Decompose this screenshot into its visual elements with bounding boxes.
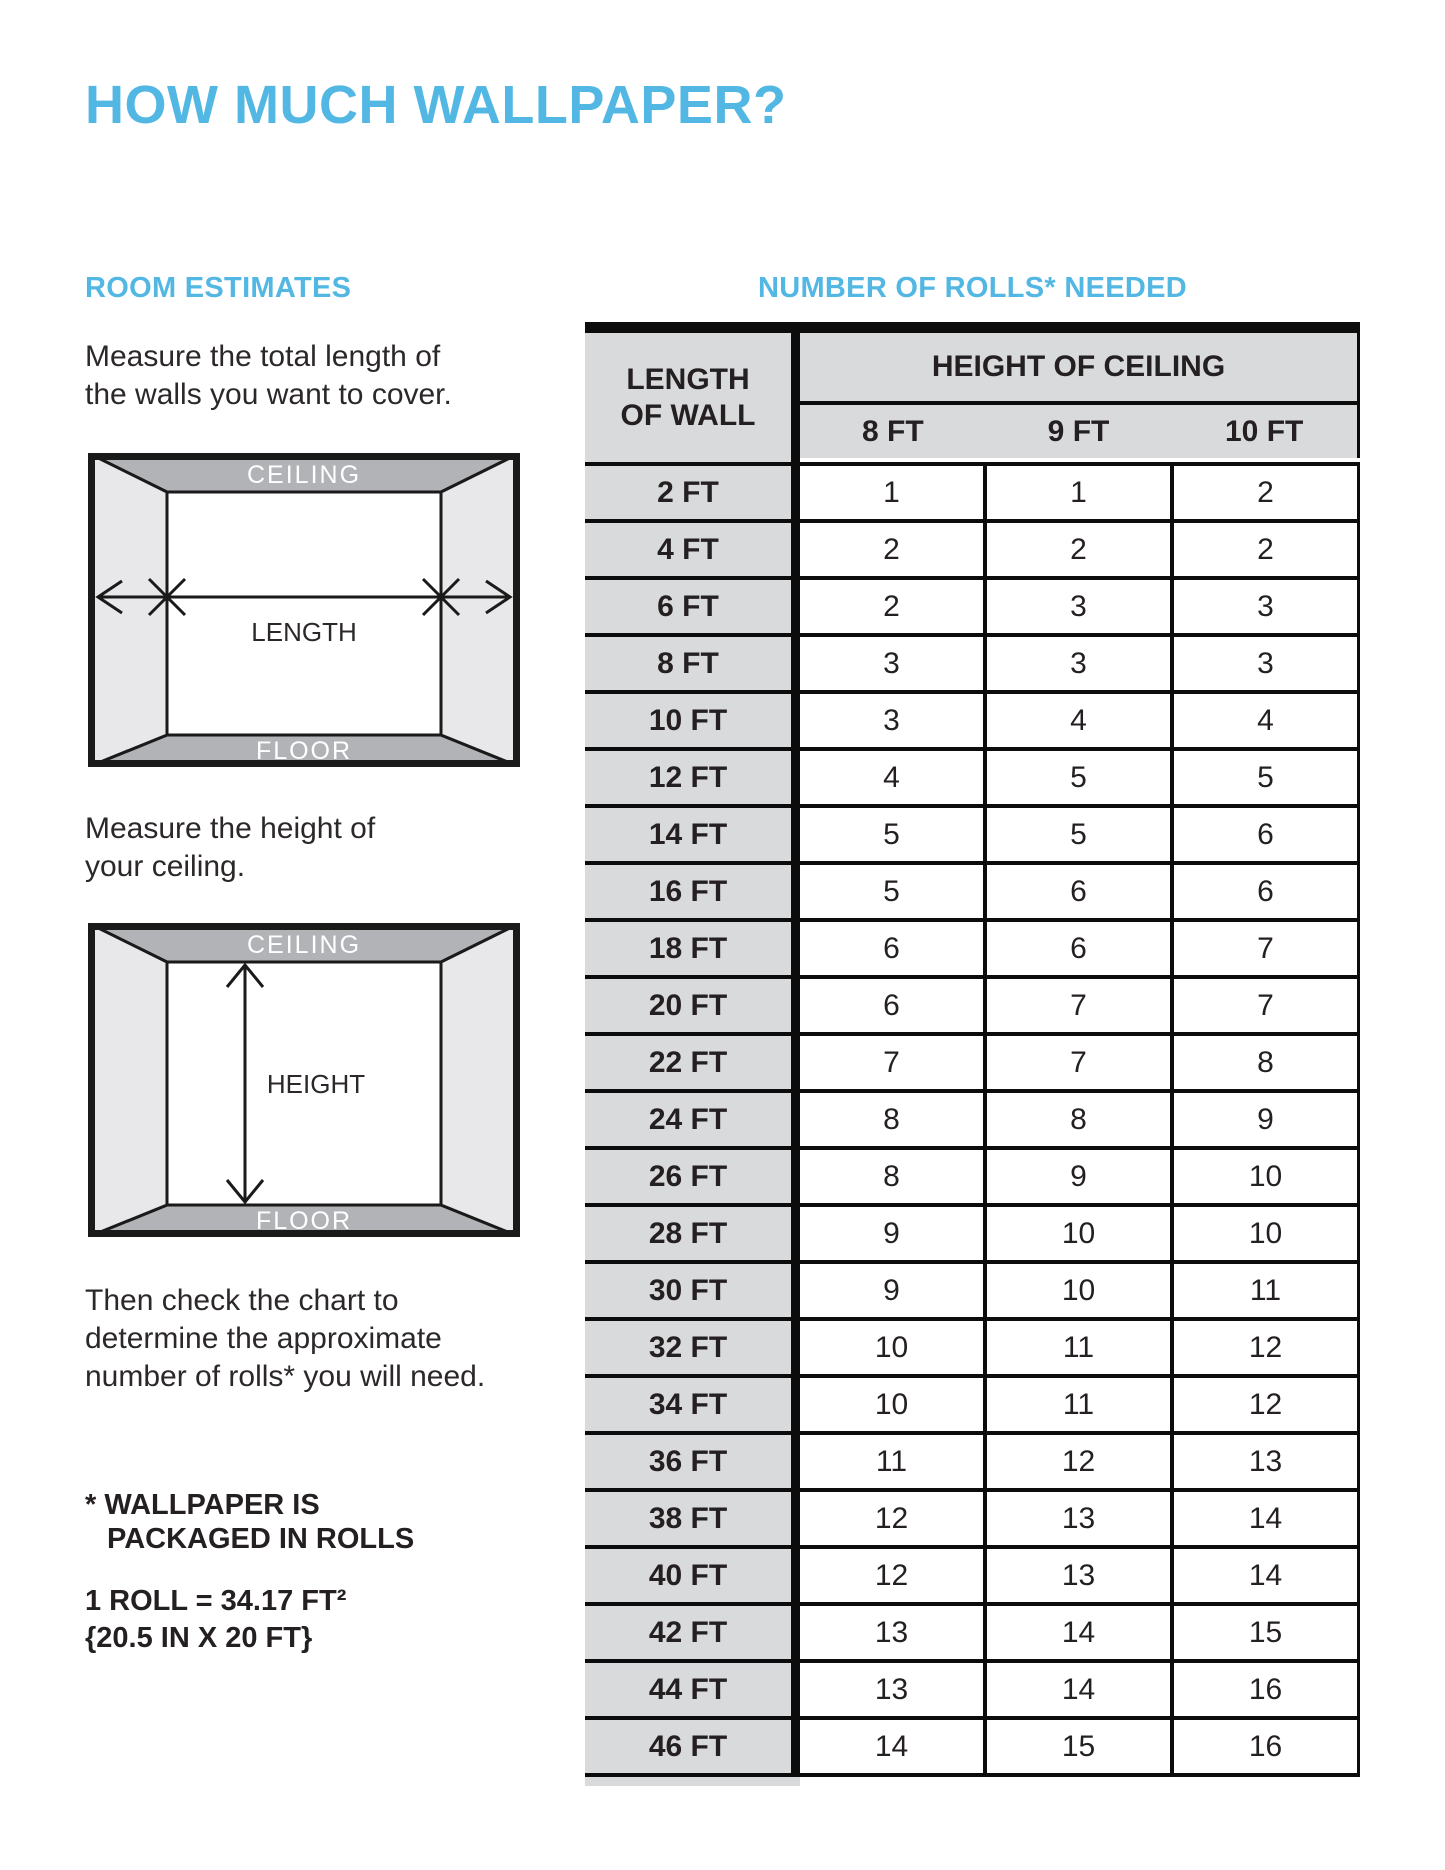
table-row (585, 918, 1360, 975)
wall-length-label: 26 FT (585, 1150, 800, 1203)
table-row (585, 1545, 1360, 1602)
rolls-needed-heading: NUMBER OF ROLLS* NEEDED (757, 272, 1188, 304)
wall-length-label: 14 FT (585, 808, 800, 861)
roll-count-cell: 15 (983, 1720, 1170, 1773)
wall-length-label: 2 FT (585, 466, 800, 519)
wall-length-label: 38 FT (585, 1492, 800, 1545)
ceiling-label: CEILING (246, 931, 362, 959)
step2-line1: Measure the height of (85, 812, 376, 845)
roll-count-cell: 6 (983, 922, 1170, 975)
roll-count-cell: 5 (983, 751, 1170, 804)
roll-count-cell: 6 (800, 922, 983, 975)
col-header-9ft: 9 FT (1047, 414, 1110, 448)
room-estimates-heading: ROOM ESTIMATES (85, 272, 352, 304)
roll-count-cell: 12 (800, 1549, 983, 1602)
step2-instruction (85, 810, 375, 886)
wall-length-label: 12 FT (585, 751, 800, 804)
wall-length-label: 22 FT (585, 1036, 800, 1089)
wall-length-label: 42 FT (585, 1606, 800, 1659)
step3-line3: number of rolls* you will need. (85, 1360, 486, 1393)
wall-length-label: 16 FT (585, 865, 800, 918)
roll-count-cell: 7 (983, 1036, 1170, 1089)
table-header (585, 333, 1360, 462)
roll-count-cell: 1 (800, 466, 983, 519)
rolls-footnote (85, 1488, 414, 1556)
table-row (585, 861, 1360, 918)
roll-count-cell: 15 (1170, 1606, 1357, 1659)
wall-length-label: 44 FT (585, 1663, 800, 1716)
right-wall-surface (441, 923, 520, 1237)
table-row (585, 519, 1360, 576)
wall-length-label: 6 FT (585, 580, 800, 633)
roll-count-cell: 13 (983, 1492, 1170, 1545)
left-wall-surface (88, 923, 167, 1237)
roll-count-cell: 12 (800, 1492, 983, 1545)
roll-count-cell: 16 (1170, 1720, 1357, 1773)
wall-length-label: 20 FT (585, 979, 800, 1032)
table-row (585, 1716, 1360, 1773)
table-row (585, 690, 1360, 747)
table-row (585, 1032, 1360, 1089)
wall-length-label: 36 FT (585, 1435, 800, 1488)
wall-length-label: 28 FT (585, 1207, 800, 1260)
table-row (585, 1488, 1360, 1545)
roll-count-cell: 3 (1170, 637, 1357, 690)
roll-count-cell: 3 (983, 637, 1170, 690)
roll-count-cell: 3 (800, 694, 983, 747)
table-row (585, 804, 1360, 861)
roll-count-cell: 10 (800, 1321, 983, 1374)
roll-count-cell: 3 (800, 637, 983, 690)
roll-spec-line2: {20.5 IN X 20 FT} (85, 1622, 313, 1654)
room-height-diagram (88, 923, 520, 1237)
length-measure-label: LENGTH (251, 617, 357, 647)
table-row (585, 1374, 1360, 1431)
ceiling-height-columns (800, 405, 1360, 458)
roll-count-cell: 8 (983, 1093, 1170, 1146)
roll-count-cell: 14 (800, 1720, 983, 1773)
roll-count-cell: 6 (983, 865, 1170, 918)
roll-count-cell: 9 (1170, 1093, 1357, 1146)
length-of-wall-line2: OF WALL (620, 398, 756, 432)
roll-count-cell: 10 (1170, 1207, 1357, 1260)
table-body (585, 462, 1360, 1777)
roll-count-cell: 10 (1170, 1150, 1357, 1203)
roll-count-cell: 1 (983, 466, 1170, 519)
roll-count-cell: 14 (983, 1663, 1170, 1716)
ceiling-header-group (800, 333, 1360, 462)
roll-count-cell: 13 (800, 1606, 983, 1659)
roll-count-cell: 10 (983, 1207, 1170, 1260)
roll-count-cell: 5 (800, 865, 983, 918)
table-row (585, 1602, 1360, 1659)
table-row (585, 1203, 1360, 1260)
roll-count-cell: 2 (800, 580, 983, 633)
roll-count-cell: 6 (800, 979, 983, 1032)
roll-spec-line1: 1 ROLL = 34.17 FT² (85, 1585, 347, 1617)
roll-count-cell: 2 (1170, 466, 1357, 519)
roll-count-cell: 11 (983, 1378, 1170, 1431)
wall-length-label: 32 FT (585, 1321, 800, 1374)
roll-count-cell: 9 (983, 1150, 1170, 1203)
wall-length-label: 40 FT (585, 1549, 800, 1602)
roll-count-cell: 12 (983, 1435, 1170, 1488)
table-top-bar (585, 322, 1360, 333)
roll-count-cell: 12 (1170, 1321, 1357, 1374)
table-row (585, 462, 1360, 519)
roll-count-cell: 11 (983, 1321, 1170, 1374)
roll-count-cell: 7 (1170, 922, 1357, 975)
wall-length-label: 18 FT (585, 922, 800, 975)
table-row (585, 576, 1360, 633)
floor-label: FLOOR (255, 737, 353, 765)
table-row (585, 1260, 1360, 1317)
roll-count-cell: 2 (983, 523, 1170, 576)
roll-count-cell: 9 (800, 1264, 983, 1317)
roll-count-cell: 14 (1170, 1492, 1357, 1545)
step2-line2: your ceiling. (85, 850, 246, 883)
table-row (585, 975, 1360, 1032)
roll-count-cell: 5 (800, 808, 983, 861)
roll-count-cell: 10 (800, 1378, 983, 1431)
wall-length-label: 8 FT (585, 637, 800, 690)
wall-length-label: 10 FT (585, 694, 800, 747)
roll-count-cell: 10 (983, 1264, 1170, 1317)
roll-count-cell: 11 (800, 1435, 983, 1488)
roll-count-cell: 13 (1170, 1435, 1357, 1488)
roll-count-cell: 11 (1170, 1264, 1357, 1317)
roll-count-cell: 6 (1170, 865, 1357, 918)
col-header-8ft: 8 FT (862, 414, 924, 448)
roll-count-cell: 3 (1170, 580, 1357, 633)
roll-count-cell: 16 (1170, 1663, 1357, 1716)
ceiling-label: CEILING (246, 461, 362, 489)
step3-instruction (85, 1282, 485, 1396)
step1-line1: Measure the total length of (85, 340, 441, 373)
table-left-column-stub (585, 1777, 800, 1786)
roll-count-cell: 5 (1170, 751, 1357, 804)
table-row (585, 1431, 1360, 1488)
wall-length-label: 4 FT (585, 523, 800, 576)
roll-count-cell: 8 (1170, 1036, 1357, 1089)
roll-spec (85, 1583, 346, 1657)
roll-count-cell: 14 (1170, 1549, 1357, 1602)
length-of-wall-line1: LENGTH (626, 362, 750, 396)
back-wall-surface (167, 492, 441, 735)
roll-count-cell: 5 (983, 808, 1170, 861)
footnote-line1: * WALLPAPER IS (85, 1489, 320, 1521)
wall-length-label: 24 FT (585, 1093, 800, 1146)
height-of-ceiling-header: HEIGHT OF CEILING (800, 333, 1360, 405)
roll-count-cell: 7 (1170, 979, 1357, 1032)
footnote-line2: PACKAGED IN ROLLS (107, 1523, 415, 1555)
col-header-10ft: 10 FT (1225, 414, 1304, 448)
roll-count-cell: 13 (800, 1663, 983, 1716)
step3-line1: Then check the chart to (85, 1284, 399, 1317)
roll-count-cell: 6 (1170, 808, 1357, 861)
roll-count-cell: 8 (800, 1093, 983, 1146)
roll-count-cell: 4 (983, 694, 1170, 747)
wall-length-label: 30 FT (585, 1264, 800, 1317)
roll-count-cell: 7 (800, 1036, 983, 1089)
floor-label: FLOOR (255, 1207, 353, 1235)
roll-count-cell: 4 (800, 751, 983, 804)
table-row (585, 1317, 1360, 1374)
roll-count-cell: 2 (800, 523, 983, 576)
table-row (585, 633, 1360, 690)
page-title: HOW MUCH WALLPAPER? (85, 75, 787, 135)
roll-count-cell: 7 (983, 979, 1170, 1032)
roll-count-cell: 8 (800, 1150, 983, 1203)
rolls-needed-table (585, 322, 1360, 1786)
step1-instruction (85, 338, 452, 414)
table-row (585, 1089, 1360, 1146)
roll-count-cell: 3 (983, 580, 1170, 633)
table-row (585, 1146, 1360, 1203)
table-row (585, 747, 1360, 804)
length-of-wall-header (585, 333, 800, 462)
step1-line2: the walls you want to cover. (85, 378, 452, 411)
height-measure-label: HEIGHT (266, 1069, 366, 1099)
table-row (585, 1659, 1360, 1716)
roll-count-cell: 13 (983, 1549, 1170, 1602)
wall-length-label: 46 FT (585, 1720, 800, 1773)
room-length-diagram (88, 453, 520, 767)
roll-count-cell: 4 (1170, 694, 1357, 747)
step3-line2: determine the approximate (85, 1322, 442, 1355)
wall-length-label: 34 FT (585, 1378, 800, 1431)
roll-count-cell: 14 (983, 1606, 1170, 1659)
roll-count-cell: 2 (1170, 523, 1357, 576)
roll-count-cell: 9 (800, 1207, 983, 1260)
roll-count-cell: 12 (1170, 1378, 1357, 1431)
